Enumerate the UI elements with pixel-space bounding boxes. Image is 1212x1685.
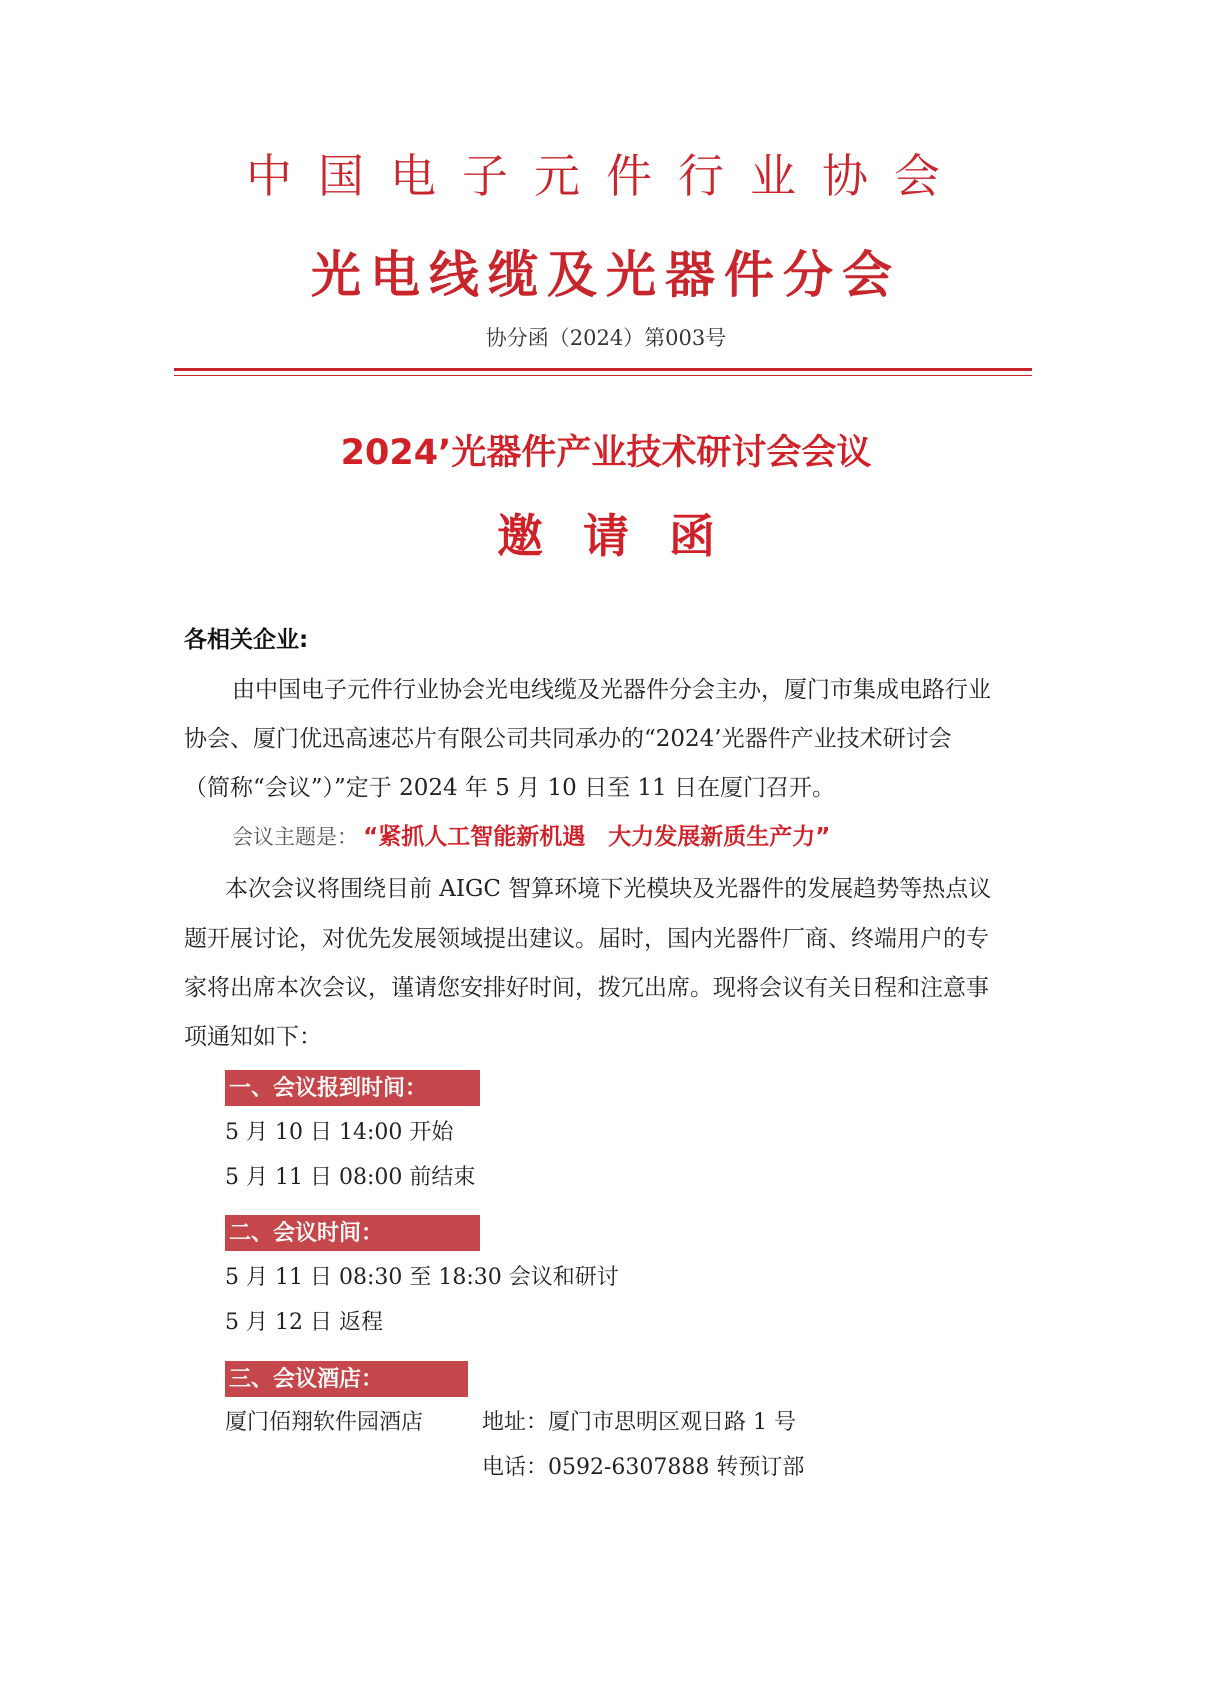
meeting-day: 5 月 11 日 08:30 至 18:30 会议和研讨 — [225, 1265, 619, 1290]
hotel-address: 地址：厦门市思明区观日路 1 号 — [482, 1410, 796, 1435]
hotel-phone: 电话：0592-6307888 转预订部 — [482, 1455, 805, 1480]
invitation-heading: 邀请函 — [497, 509, 755, 563]
meeting-title: 2024’光器件产业技术研讨会会议 — [340, 433, 872, 473]
section-meeting-time-heading: 二、会议时间： — [225, 1215, 480, 1251]
return-day: 5 月 12 日 返程 — [225, 1310, 383, 1335]
letterhead-rule-thick — [174, 368, 1032, 371]
section-hotel-heading: 三、会议酒店： — [225, 1361, 468, 1397]
salutation: 各相关企业: — [184, 627, 309, 653]
association-name: 中国电子元件行业协会 — [246, 149, 966, 203]
theme-label: 会议主题是： — [232, 825, 358, 849]
theme-text: “紧抓人工智能新机遇 大力发展新质生产力” — [363, 824, 831, 850]
paragraph-1-line-2: 协会、厦门优迅高速芯片有限公司共同承办的“2024’光器件产业技术研讨会 — [184, 726, 952, 752]
paragraph-1-line-1: 由中国电子元件行业协会光电线缆及光器件分会主办，厦门市集成电路行业 — [232, 677, 991, 703]
checkin-start: 5 月 10 日 14:00 开始 — [225, 1120, 454, 1145]
checkin-end: 5 月 11 日 08:00 前结束 — [225, 1165, 476, 1190]
document-number: 协分函（2024）第003号 — [485, 326, 727, 350]
paragraph-1-line-3: （简称“会议”）”定于 2024 年 5 月 10 日至 11 日在厦门召开。 — [184, 775, 835, 801]
paragraph-2-line-3: 家将出席本次会议，谨请您安排好时间，拨冗出席。现将会议有关日程和注意事 — [184, 975, 989, 1001]
letterhead-rule-thin — [174, 375, 1032, 376]
paragraph-2-line-2: 题开展讨论，对优先发展领域提出建议。届时，国内光器件厂商、终端用户的专 — [184, 926, 989, 952]
branch-name: 光电线缆及光器件分会 — [311, 245, 901, 304]
paragraph-2-line-1: 本次会议将围绕目前 AIGC 智算环境下光模块及光器件的发展趋势等热点议 — [225, 876, 992, 902]
section-checkin-heading: 一、会议报到时间： — [225, 1070, 480, 1106]
paragraph-2-line-4: 项通知如下： — [184, 1024, 322, 1050]
meeting-theme — [232, 818, 830, 851]
hotel-name: 厦门佰翔软件园酒店 — [225, 1410, 424, 1435]
